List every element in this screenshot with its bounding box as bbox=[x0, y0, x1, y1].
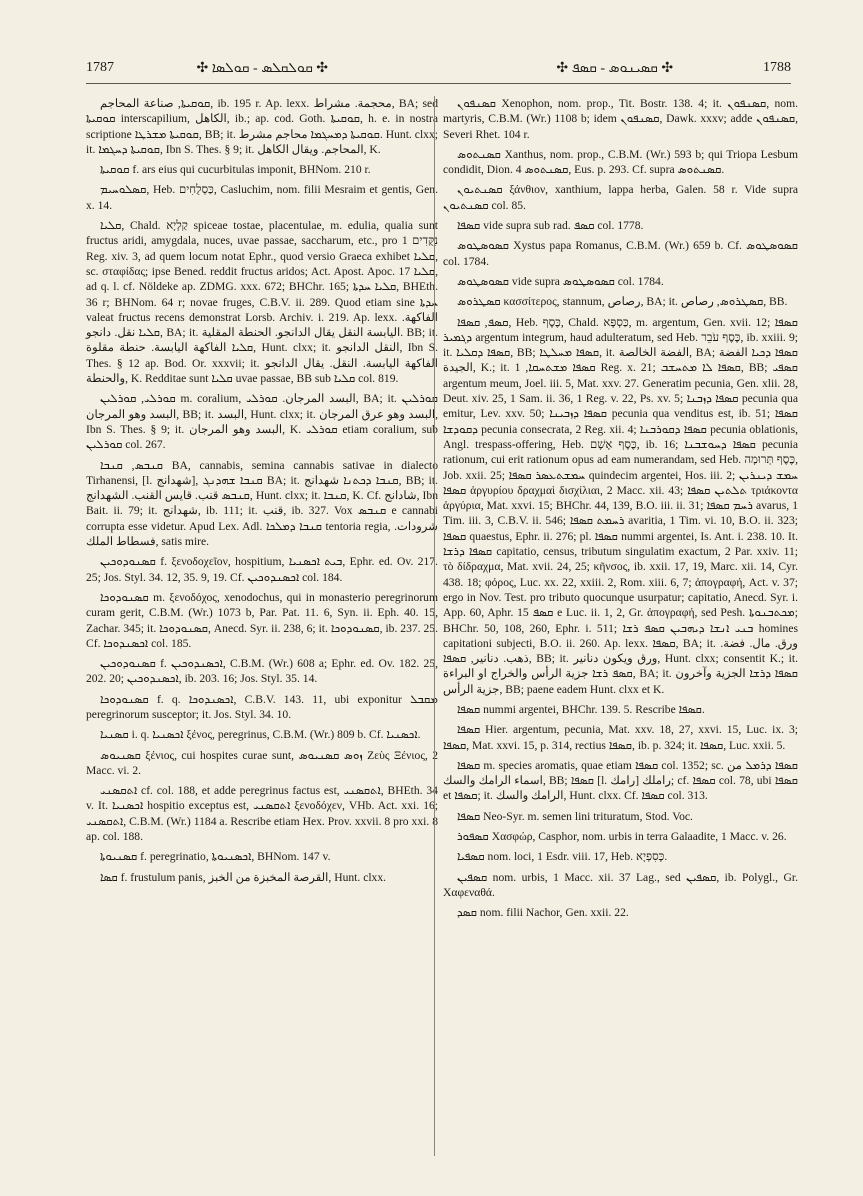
left-column bbox=[86, 96, 438, 890]
dictionary-entry: ܐܬܩܣܢܝ cf. col. 188, et adde peregrinus factus est, ܐܬܩܣܢܝ, BHEth. 34 v. It. ܐܟܣܢܝܐ hospitio exceptus est, ܐܬܩܣܢܝ ξενοδόχεν, VHb. Act. xxi. 16; ܐܬܩܣܢܝ, C.B.M. (Wr.) 1184 a. Rescribe etiam Hex. Prov. xxvii. 8 pro xxi. 8 ap. col. 188. bbox=[86, 784, 439, 844]
dictionary-entry: ܩܠܝܐ, Chald. קַלְיָא spiceae tostae, placentulae, m. edulia, qualia sunt fructus aridi, amygdala, nuces, uvae passae, saccharum, etc., pro נִקֻּדִים 1 Reg. xiv. 3, ad quem locum notat Ephr., quod versio Graeca exhibet ܩܠܝܐ, sc. σταφίδας; ipse Bened. reddit fructus aridos; Act. Apost. Apoc. ܩܠܝܐ 17, ad q. l. cf. Nöldeke ap. ZDMG. xxx. 672; BHChr. 165; ܩܠܝܐ ܚܕܬܐ, BHEth. 36 r; BHNom. 64 r; novae fruges, C.B.V. ii. 289. Quod etiam sine ܚܕܬܐ valeat fructus recens demonstrat Lorsb. Archiv. i. 219. Ap. lexx. الفاكهة. ܩܠܝܐ نقل. دانجو, BA; it. اليابسة النقل يقال الدانجو. الحنطة المقلية. BB; it. ܩܠܝܐ الفاكهة اليابسة. حنطة مقلوة, Hunt. clxx; it. النقل الدانجو, Ibn S. Thes. § 12 ap. Bod. Or. xxxvii; it. الفاكهة اليابسة. النقل. يقال الدانجو والحنطة, K. Redditae sunt ܩܠܝܐ uvae passae, BB sub ܩܠܝܐ col. 819. bbox=[86, 219, 439, 386]
dictionary-entry: ܩܘܩܝܬܐ, صناعة المحاجم, ib. 195 r. Ap. lexx. محجمة. مشراط, BA; sed ܩܘܩܝܬܐ interscapilium, الكاهل, ib.; ap. cod. Goth. ܩܘܩܝܬܐ, h. e. in nostra scriptione ܩܘܩܝܬܐ ܡܫܪܛܐ, BB; it. ܩܘܩܝܬܐ ܕܡܚܓܡܐ محاجم مشرط. Hunt. clxx; it. ܩܘܩܝܬܐ ܕܚܓܡܐ, Ibn S. Thes. § 9; it. المحاجم. ويقال الكاهل, K. bbox=[86, 97, 438, 156]
page-number-left: 1787 bbox=[86, 60, 114, 75]
dictionary-entry: ܩܣܦܐ Hier. argentum, pecunia, Mat. xxv. 18, 27, xxvi. 15, Luc. ix. 3; ܩܣܦܐ, Mat. xxvi. 15, p. 314, rectius ܩܣܦܐ, ib. p. 324; it. ܩܣܦܐ, Luc. xxii. 5. bbox=[443, 723, 798, 752]
column-divider bbox=[434, 96, 435, 1156]
page-number-right: 1788 bbox=[763, 60, 791, 75]
dictionary-entry: ܩܣܦܐ Neo-Syr. m. semen lini trituratum, Stod. Voc. bbox=[457, 809, 693, 823]
dictionary-entry: ܩܣܢܘܕܘܟܝܢ f. ξενοδοχεῖον, hospitium, ܒܝܬ ܐܟܣܢܝܐ, Ephr. ed. Ov. 217. 25; Jos. Styl. 34. 12, 35. 9, 19. Cf. ܐܟܣܢܕܘܟܝܢ col. 184. bbox=[86, 555, 439, 584]
dictionary-entry: ܩܣܦܝܢ nom. urbis, 1 Macc. xii. 37 Lag., sed ܩܣܦܝܢ, ib. Polygl., Gr. Χαφεναθά. bbox=[443, 870, 798, 899]
dictionary-entry: ܩܢܒܣ, ܩܢܒܐ BA, cannabis, semina cannabis sativae in dialecto Tirhanensi, [l. شهدانج], ܩܢܒܐ ܫܗܕܢܓ BA; it. ܩܢܒܐ ܕܟܬܢܐ شهدانج, BB; it. ܩܢܒܣ قنب. قايس القنب. الشهدانج, Hunt. clxx; it. ܩܢܒܐ, K. Cf. شادانج, Ibn Bait. ii. 79; it. شهدانج, ib. 111; it. قنب, ib. 327. Vox ܩܢܒܣ e cannabi corrupta esse videtur. Apud Lex. Adl. ܩܢܒܐ ܕܡܠܟܐ tentoria regia, شرودات. فسطاط الملك, satis mire. bbox=[86, 458, 438, 549]
dictionary-entry: ܩܣܢܬܘܣ Xanthus, nom. prop., C.B.M. (Wr.) 593 b; qui Triopa Lesbum condidit, Dion. ܩܣܢܬܘܣ 4, Eus. p. 293. Cf. supra ܩܣܢܬܘܣ. bbox=[443, 147, 798, 177]
dictionary-entry: ܩܣܦܝܐ nom. loci, 1 Esdr. viii. 17, Heb. כָּסִפְיָא. bbox=[457, 850, 668, 864]
page-header bbox=[86, 60, 791, 82]
dictionary-entry: ܩܣܐ f. frustulum panis, القرصة المخبزة من الخبز, Hunt. clxx. bbox=[100, 870, 387, 884]
dictionary-entry: ܩܣܦܐ vide supra sub rad. ܩܣܦ col. 1778. bbox=[457, 219, 644, 233]
dictionary-entry: ܩܣܘܣܛܘܣ Xystus papa Romanus, C.B.M. (Wr.) 659 b. Cf. ܩܣܘܣܛܘܣ col. 1784. bbox=[443, 239, 798, 268]
dictionary-entry: ܩܣܦܐ m. species aromatis, quae etiam ܩܣܦܐ col. 1352; sc. ܩܣܦܐ ܕܪܡܠ من اسماء الرامك والسك, BB; ܩܣܦܐ [l. رامك] راملك; cf. ܩܣܦܐ col. 78, ubi ܩܣܦܐ et ܩܣܦܐ; it. الرامك والسك, Hunt. clxx. Cf. ܩܣܦܐ col. 313. bbox=[443, 758, 799, 803]
dictionary-entry: ܩܣܕ nom. filii Nachor, Gen. xxii. 22. bbox=[457, 906, 629, 920]
dictionary-entry: ܩܣܢܝܘܬܐ f. peregrinatio, ܐܟܣܢܝܘܬܐ, BHNom. 147 v. bbox=[100, 850, 331, 864]
running-head-right: ✣ ܩܣܝܢܘܣ - ܩܣܦ ✣ bbox=[556, 61, 674, 76]
dictionary-entry: ܩܣܠܘܚܝܡ, Heb. כַּסְלֻחִים, Casluchim, nom. filii Mesraim et gentis, Gen. x. 14. bbox=[86, 183, 438, 212]
dictionary-entry: ܩܣܢܘܕܘܟܐ f. q. ܐܟܣܢܕܘܟܐ, C.B.V. 143. 11, ubi exponitur ܡܩܒܠ peregrinorum susceptor; it. Jos. Styl. 34. 10. bbox=[86, 692, 438, 721]
running-head-left: ✣ ܩܘܠܩܠܣ - ܩܘܠܣܐ ✣ bbox=[196, 61, 329, 76]
dictionary-entry: ܩܣܦ, ܩܣܦܐ, Heb. כֶּסֶף, Chald. כַּסְפָּא, m. argentum, Gen. xvii. 12; ܩܣܦܐ ܕܓܡܝܪ argentum integrum, haud adulteratum, sed Heb. כֶּסֶף עֹבֵר, ib. xxiii. 9; it. ܩܣܦܐ ܕܩܠܝܐ, BB; ܩܣܦܐ ܡܚܠܛܐ, it. الفضة الخالصة, BA; ܩܣܦܐ ܕܟܝܐ الفضة الجيدة, K.; it. ܩܣܦܐ ܡܫܬܚܩܐ, 1 Reg. x. 21; ܩܣܦܐ ܠܐ ܡܬܚܫܒ, BB; ܩܣܦܝ argentum meum, Joel. iii. 5, Mat. xxv. 27. Generatim pecunia, Gen. xlii. 28, Deut. xiv. 25, 1 Sam. ii. 36, 1 Reg. v. 22, Ps. xv. 5; ܩܣܦܐ ܕܙܒܢܐ pecunia qua emitur, Lev. xxv. 50; ܩܣܦܐ ܕܙܒܝܢܐ pecunia qua venditus est, ib. 51; ܩܣܦܐ ܕܩܘܕܫܐ pecunia consecrata, 2 Reg. xii. 4; ܩܣܦܐ ܕܩܘܪܒܢܐ pecunia oblationis, Angl. trespass-offering, Heb. כֶּסֶף אָשָׁם, ib. 16; ܩܣܦܐ ܕܚܘܫܒܢܐ pecunia rationum, cui erit rationum opus ad eam numerandam, sed Heb. כֶּסֶף תְּרוּמָה, Job. xxii. 25; ܚܡܫܬܥܣܪ ܩܣܦܐ quindecim argentei, Hos. iii. 2; ܚܡܫ ܕܝܢܪܝܢ ܩܣܦܐ ἀργυρίου δραχμαὶ δισχίλιαι, 2 Macc. xii. 43; ܬܠܬܝܢ ܩܣܦܐ τριάκοντα ἀργύρια, Mat. xxvi. 15; BHChr. 44, 139, B.O. iii. ii. 31; ܪܚܡ ܩܣܦܐ avarus, 1 Tim. iii. 3, C.B.V. ii. 546; ܪܚܡܬ ܩܣܦܐ avaritia, 1 Tim. vi. 10, B.O. ii. 323; ܩܣܦܐ quaestus, Ephr. ii. 276; pl. ܩܣܦܐ nummi argentei, Is. Ant. i. 238. 10. It. ܩܣܦܐ ܕܪܫܐ capitatio, census, tributum singulatim exactum, 2 Par. xxiv. 11; τὸ δίδραχμα, Mat. xvii. 24, 25; κῆνσος, ib. xxii. 17, 19, Marc. xii. 14, Cyr. 438. 18; φόρος, Luc. xx. 22, xxiii. 2, Rom. xiii. 6, 7; ἀπογραφή, Act. v. 37; ergo in Nov. Test. pro tributo quocunque usurpatur; capitatio, Anecd. Syr. i. App. 60, Aphr. ܩܣܦ 15 e Luc. ii. 1, 2, Gr. ἀπογραφή, sed Pesh. ܡܟܬܒܢܘܬܐ; BHChr. 50, 108, 260, Ephr. i. 511; ܒܢܝ ܐܢܫܐ ܕܝܗܒܝܢ ܩܣܦ ܪܫܐ homines capitationi subjecti, B.O. ii. 260. Ap. lexx. ܩܣܦܐ, BA; it. ورق. مال. فضة. ذهب. دنانير, ܩܣܦܐ, BB; it. ورق ويكون دنانير, Hunt. clxx; consentit K.; it. ܩܣܦ ܪܫܐ جزية الرأس والخراج او البراءة, BA; it. ܩܣܦܐ ܕܪܫܐ الجزية وآخرون جزية الرأس, BB; paene eadem Hunt. clxx et K. bbox=[443, 315, 799, 696]
dictionary-entry: ܩܘܩܝܬܐ f. ars eius qui cucurbitulas imponit, BHNom. 210 r. bbox=[100, 163, 371, 177]
dictionary-entry: ܩܣܢܘܕܘܟܝܢ f. ܐܟܣܢܕܘܟܝܢ, C.B.M. (Wr.) 608 a; Ephr. ed. Ov. 182. 25, 202. 20; ܐܟܣܢܕܘܟܝܢ, ib. 203. 16; Jos. Styl. 35. 14. bbox=[86, 657, 438, 686]
dictionary-entry: ܩܣܢܦܘܢ Xenophon, nom. prop., Tit. Bostr. 138. 4; it. ܩܣܢܦܘܢ, nom. martyris, C.B.M. (Wr.) 1108 b; idem ܩܣܢܦܘܢ, Dawk. xxxv; adde ܩܣܢܦܘܢ, Severi Rhet. 104 r. bbox=[443, 97, 799, 141]
dictionary-entry: ܩܣܢܘܕܘܟܐ m. ξενοδόχος, xenodochus, qui in monasterio peregrinorum curam gerit, C.B.M. (Wr.) 1073 b, Par. Pat. 11. 6, Syn. ii. Eph. 40. 15, Zachar. 345; it. ܩܣܢܘܕܘܟܐ, Anecd. Syr. ii. 238, 6; it. ܩܣܢܘܕܘܟܐ, ib. 237. 25. Cf. ܐܟܣܢܕܘܟܐ col. 185. bbox=[86, 590, 438, 650]
dictionary-entry: ܩܣܢܝܐ i. q. ܐܟܣܢܝܐ ξένος, peregrinus, C.B.M. (Wr.) 809 b. Cf. ܐܟܣܢܝܐ. bbox=[100, 728, 421, 742]
dictionary-entry: ܩܣܦܐ nummi argentei, BHChr. 139. 5. Rescribe ܩܣܦܐ. bbox=[457, 702, 705, 716]
dictionary-entry: ܩܣܦܘܪ Χασφώρ, Casphor, nom. urbis in terra Galaadite, 1 Macc. v. 26. bbox=[457, 830, 787, 844]
right-column bbox=[443, 96, 798, 926]
dictionary-entry: ܩܣܢܬܝܘܢ ξάνθιον, xanthium, lappa herba, Galen. 58 r. Vide supra ܩܣܢܬܝܘܢ col. 85. bbox=[443, 183, 798, 212]
header-rule bbox=[86, 83, 791, 84]
dictionary-entry: ܩܣܢܝܘܣ ξένιος, cui hospites curae sunt, ܙܘܣ ܩܣܢܝܘܣ Ζεὺς Ξένιος, 2 Macc. vi. 2. bbox=[86, 748, 438, 777]
dictionary-entry: ܩܘܪܠܝ, ܩܘܪܠܝܢ m. coralium, البسد المرجان. ܩܘܪܠܝ, BA; it. ܩܘܪܠܝܢ البسد وهو المرجان, BB; it. البسد, Hunt. clxx; it. البسد وهو عرق المرجان, Ibn S. Thes. § 9; it. البسد وهو المرجان, K. ܩܘܪܠܝ etiam coralium, sub ܩܘܪܠܝܢ col. 267. bbox=[86, 392, 439, 452]
dictionary-entry: ܩܣܛܪܘܣ κασσίτερος, stannum, رصاص, BA; it. ܩܣܛܪܘܣ, رصاص, BB. bbox=[457, 295, 788, 309]
dictionary-entry: ܩܣܘܣܛܘܣ vide supra ܩܣܘܣܛܘܣ col. 1784. bbox=[457, 274, 664, 288]
